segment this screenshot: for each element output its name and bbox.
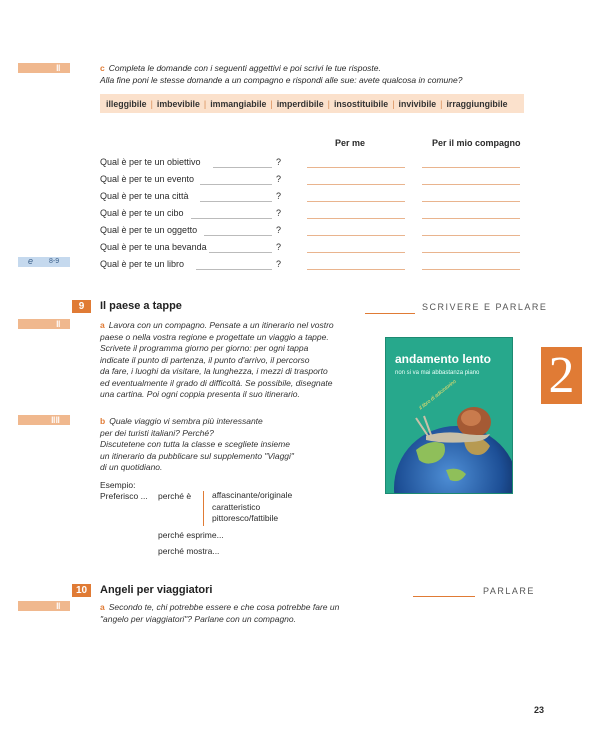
answer-line-me[interactable] <box>307 268 405 270</box>
exercise-label: a <box>100 602 105 612</box>
question-row <box>100 242 207 252</box>
word: insostituibile <box>333 98 389 109</box>
question-text: Qual è per te una città <box>100 191 189 201</box>
text-line: paese o nella vostra regione e progettate un viaggio a tappe. <box>100 331 329 342</box>
word: illeggibile <box>106 98 147 109</box>
text-line: Secondo te, chi potrebbe essere e che cosa potrebbe fare un <box>108 602 340 612</box>
answer-line-me[interactable] <box>307 251 405 253</box>
question-mark: ? <box>276 174 282 184</box>
answer-line-partner[interactable] <box>422 268 520 270</box>
exercise-book-icon: e <box>28 256 34 266</box>
answer-line-partner[interactable] <box>422 217 520 219</box>
exercise-10a-text <box>100 602 380 625</box>
group-work-tag <box>18 415 70 425</box>
word: imbevibile <box>156 98 200 109</box>
book-illustration <box>386 338 512 493</box>
text-line: per dei turisti italiani? Perché? <box>100 427 214 438</box>
pair-work-tag <box>18 319 70 329</box>
word: irraggiungibile <box>446 98 508 109</box>
pair-icon: ǁ <box>56 601 61 611</box>
answer-line-me[interactable] <box>307 234 405 236</box>
pair-icon: ǁ <box>56 63 61 73</box>
adjective: affascinante/originale <box>212 490 293 500</box>
exercise-label: a <box>100 320 105 330</box>
text-line: di un quotidiano. <box>100 462 163 472</box>
text-line: Scrivete il programma giorno per giorno: per ogni tappa <box>100 343 309 353</box>
text-line: ed eventualmente il grado di difficoltà. Se possibile, disegnate <box>100 377 333 388</box>
word: imperdibile <box>276 98 324 109</box>
adjective-blank[interactable] <box>213 166 272 168</box>
snail-shell-highlight <box>461 410 481 426</box>
example-label: Esempio: <box>100 480 136 490</box>
question-text: Qual è per te un libro <box>100 259 185 269</box>
exercise-c-instructions <box>100 63 540 86</box>
section-rule <box>365 313 415 314</box>
exercise-9a-text <box>100 320 350 401</box>
adjective-blank[interactable] <box>204 234 272 236</box>
book-subtitle: non si va mai abbastanza piano <box>395 370 480 376</box>
word: invivibile <box>398 98 437 109</box>
book-arc-text: il libro di adicintorino <box>418 378 458 412</box>
question-text: Qual è per te una bevanda <box>100 242 207 252</box>
section-title: Angeli per viaggiatori <box>100 584 213 596</box>
example-perche-esprime: perché esprime... <box>158 530 224 540</box>
book-title: andamento lento <box>395 352 492 366</box>
adjective-blank[interactable] <box>191 217 272 219</box>
book-cover <box>386 338 512 493</box>
answer-line-partner[interactable] <box>422 200 520 202</box>
question-mark: ? <box>276 157 282 167</box>
text-line: Quale viaggio vi sembra più interessante <box>109 416 263 426</box>
adjective: pittoresco/fattibile <box>212 513 279 523</box>
question-mark: ? <box>276 242 282 252</box>
question-row <box>100 259 184 269</box>
adjective: caratteristico <box>212 501 261 512</box>
text-line: indicate il punto di partenza, il punto d'arrivo, il percorso <box>100 354 310 365</box>
bracket-line <box>203 491 204 526</box>
word: immangiabile <box>210 98 267 109</box>
adjective-blank[interactable] <box>196 268 272 270</box>
reference-tag <box>18 257 70 267</box>
unit-marker <box>541 347 582 404</box>
question-mark: ? <box>276 208 282 218</box>
example-perche-e: perché è <box>158 491 192 501</box>
exercise-9b-text <box>100 416 350 474</box>
question-text: Qual è per te un evento <box>100 174 195 184</box>
example-perche-mostra: perché mostra... <box>158 546 220 556</box>
section-skills: PARLARE <box>483 586 535 596</box>
question-row <box>100 208 184 218</box>
text-line: "angelo per viaggiatori"? Parlane con un compagno. <box>100 613 296 624</box>
text-line: Discutetene con tutta la classe e scegliete insieme <box>100 439 290 449</box>
column-header-partner: Per il mio compagno <box>432 138 521 148</box>
question-row <box>100 225 197 235</box>
section-number: 10 <box>72 584 91 597</box>
answer-line-partner[interactable] <box>422 183 520 185</box>
section-number: 9 <box>72 300 91 313</box>
section-title: Il paese a tappe <box>100 300 182 312</box>
example-prefer: Preferisco ... <box>100 491 148 501</box>
text-line: una cartina. Poi ogni coppia presenta il suo itinerario. <box>100 389 300 399</box>
adjective-list <box>212 490 292 525</box>
question-row <box>100 191 189 201</box>
pair-work-tag <box>18 601 70 611</box>
adjective-word-box: illeggibile | imbevibile | immangiabile | imperdibile | insostituibile | invivibile | irraggiungibile <box>100 94 524 113</box>
adjective-blank[interactable] <box>200 183 272 185</box>
section-rule <box>413 596 475 597</box>
page-number: 23 <box>534 705 545 715</box>
answer-line-me[interactable] <box>307 217 405 219</box>
question-text: Qual è per te un oggetto <box>100 225 198 235</box>
text-line: un itinerario da pubblicare sul supplemento "Viaggi" <box>100 450 294 461</box>
answer-line-me[interactable] <box>307 200 405 202</box>
adjective-blank[interactable] <box>209 251 272 253</box>
question-mark: ? <box>276 259 282 269</box>
question-row <box>100 157 201 167</box>
adjective-blank[interactable] <box>200 200 272 202</box>
instruction-line: Completa le domande con i seguenti aggettivi e poi scrivi le tue risposte. <box>108 63 381 73</box>
question-mark: ? <box>276 225 282 235</box>
section-skills: SCRIVERE E PARLARE <box>422 302 548 312</box>
exercise-label: b <box>100 416 106 426</box>
reference-pages: 8-9 <box>49 258 60 265</box>
question-text: Qual è per te un cibo <box>100 208 184 218</box>
group-icon: ǁǁ <box>51 415 60 425</box>
pair-work-tag <box>18 63 70 73</box>
instruction-line: Alla fine poni le stesse domande a un compagno e rispondi alle sue: avete qualcosa in comune? <box>100 74 463 85</box>
question-mark: ? <box>276 191 282 201</box>
answer-line-me[interactable] <box>307 166 405 168</box>
answer-line-partner[interactable] <box>422 166 520 168</box>
text-line: Lavora con un compagno. Pensate a un itinerario nel vostro <box>108 320 334 330</box>
exercise-label: c <box>100 63 105 73</box>
unit-number: 2 <box>548 347 575 404</box>
question-text: Qual è per te un obiettivo <box>100 157 201 167</box>
answer-line-me[interactable] <box>307 183 405 185</box>
column-header-me: Per me <box>335 138 366 148</box>
question-row <box>100 174 194 184</box>
text-line: da fare, i luoghi da visitare, la lunghezza, i mezzi di trasporto <box>100 366 328 376</box>
answer-line-partner[interactable] <box>422 234 520 236</box>
pair-icon: ǁ <box>56 319 61 329</box>
answer-line-partner[interactable] <box>422 251 520 253</box>
